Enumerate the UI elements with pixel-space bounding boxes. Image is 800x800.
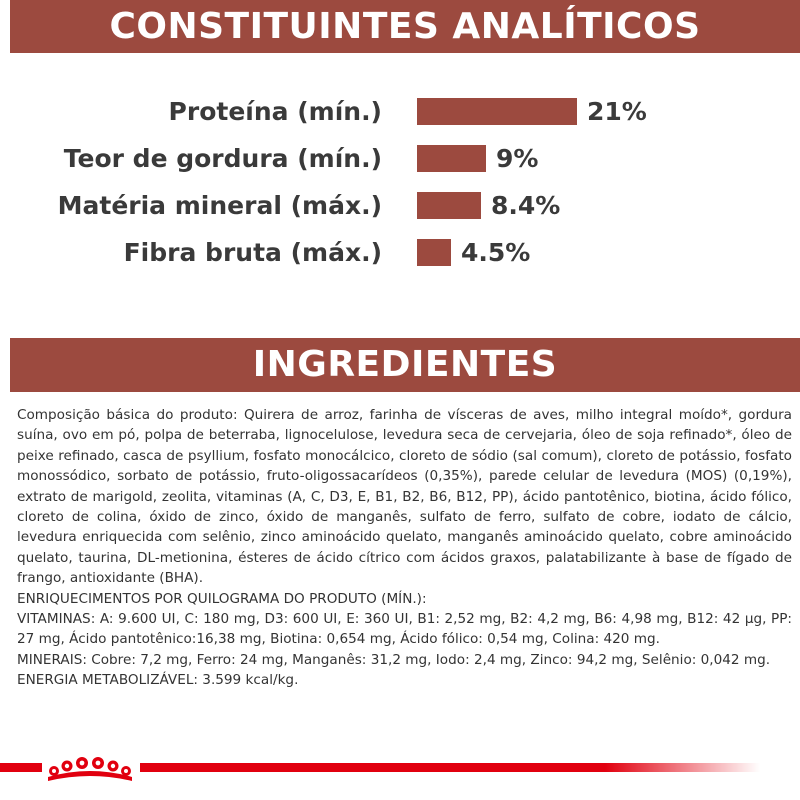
analytics-row [0,233,800,273]
analytics-value: 9% [496,144,539,173]
analytics-bar [417,239,451,266]
analytics-bar [417,145,486,172]
footer-stripe [140,763,760,772]
analytics-label: Proteína (mín.) [168,97,382,126]
analytics-label: Matéria mineral (máx.) [57,191,382,220]
analytics-label: Teor de gordura (mín.) [63,144,382,173]
analytics-header: CONSTITUINTES ANALÍTICOS [10,0,800,53]
energy-paragraph: ENERGIA METABOLIZÁVEL: 3.599 kcal/kg. [17,672,299,689]
ingredients-header: INGREDIENTES [10,338,800,392]
analytics-row [0,139,800,179]
analytics-row [0,186,800,226]
minerals-paragraph: MINERAIS: Cobre: 7,2 mg, Ferro: 24 mg, Manganês: 31,2 mg, Iodo: 2,4 mg, Zinco: 94,2 mg, Selênio: 0,042 mg. [17,651,771,668]
footer-stripe-left [0,763,42,772]
vitamins-paragraph: VITAMINAS: A: 9.600 UI, C: 180 mg, D3: 600 UI, E: 360 UI, B1: 2,52 mg, B2: 4,2 mg, B6: 4,98 mg, B12: 42 µg, PP: 27 mg, Ácido pantotênico:16,38 mg, Biotina: 0,654 mg, Ácido fólico: 0,54 mg, Colina: 420 mg. [17,611,792,648]
royal-canin-crown-icon [40,735,140,785]
enrichment-title: ENRIQUECIMENTOS POR QUILOGRAMA DO PRODUTO (MÍN.): [17,590,427,607]
ingredients-text [17,405,792,691]
analytics-bar [417,192,481,219]
composition-paragraph: Composição básica do produto: Quirera de arroz, farinha de vísceras de aves, milho integral moído*, gordura suína, ovo em pó, polpa de beterraba, lignocelulose, levedura seca de cervejaria, óleo de soja refinado*, óleo de peixe refinado, casca de psyllium, fosfato monocálcico, cloreto de sódio (sal comum), cloreto de potássio, fosfato monossódico, sorbato de potássio, fruto-oligossacarídeos (0,35%), parede celular de levedura (MOS) (0,19%), extrato de marigold, zeolita, vitaminas (A, C, D3, E, B1, B2, B6, B12, PP), ácido pantotênico, biotina, ácido fólico, cloreto de colina, óxido de zinco, óxido de manganês, sulfato de ferro, sulfato de cobre, iodato de cálcio, levedura enriquecida com selênio, zinco aminoácido quelato, manganês aminoácido quelato, cobre aminoácido quelato, taurina, DL-metionina, ésteres de ácido cítrico com ácidos graxos, palatabilizante à base de fígado de frango, antioxidante (BHA). [17,407,792,587]
analytics-label: Fibra bruta (máx.) [123,238,382,267]
analytics-value: 8.4% [491,191,561,220]
analytics-value: 21% [587,97,647,126]
analytics-value: 4.5% [461,238,531,267]
analytics-bar [417,98,577,125]
analytics-row [0,92,800,132]
